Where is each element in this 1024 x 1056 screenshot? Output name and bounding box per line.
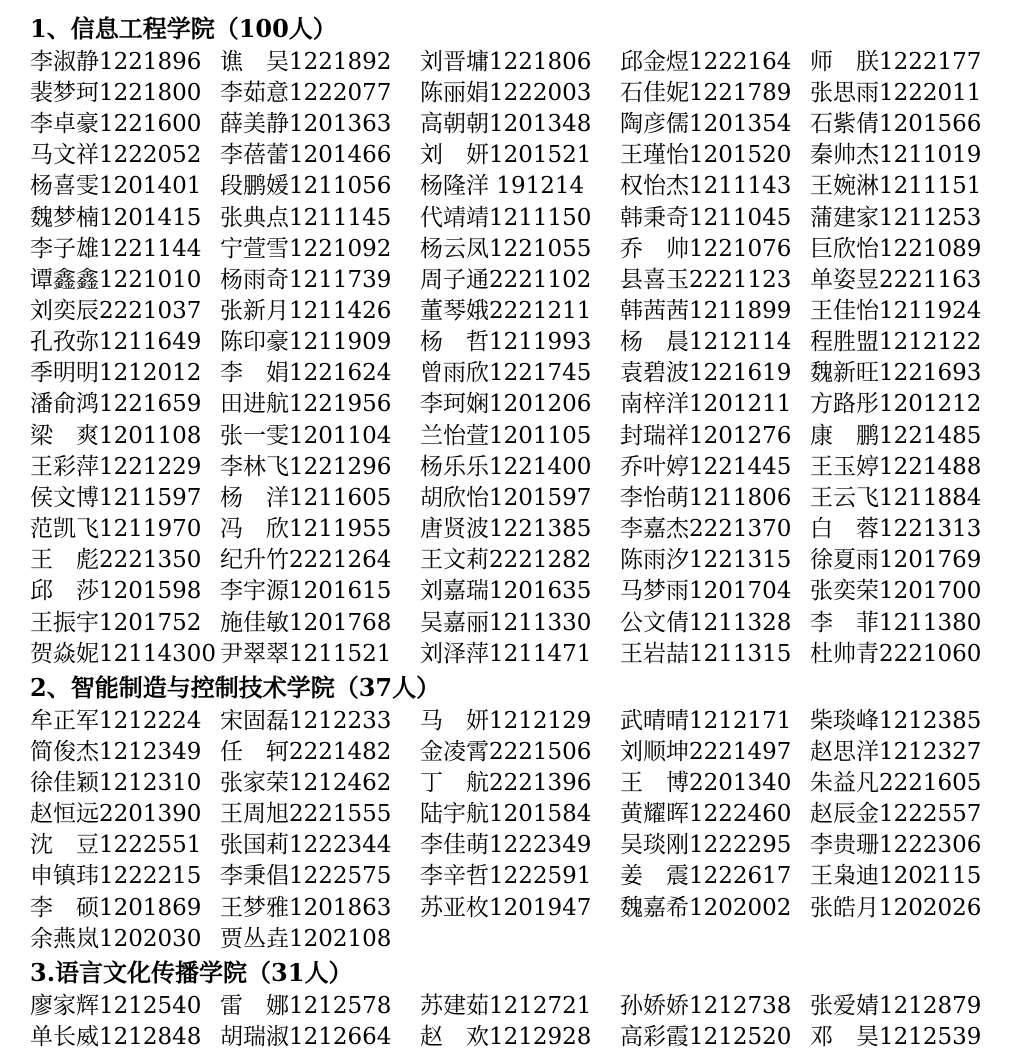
list-item: 吴琰刚1222295	[620, 832, 792, 859]
list-item: 陈雨汐1221315	[620, 547, 792, 574]
list-item: 丁 航2221396	[420, 769, 592, 796]
list-item: 薛美静1201363	[220, 111, 392, 138]
list-item: 尹翠翠1211521	[220, 640, 392, 667]
list-item: 杨乐乐1221400	[420, 453, 592, 480]
list-item: 邱金煜1222164	[620, 48, 792, 75]
list-item: 任 轲2221482	[220, 738, 392, 765]
list-item: 魏新旺1221693	[810, 360, 982, 387]
list-item: 王振宇1201752	[30, 609, 202, 636]
list-item: 李子雄1221144	[30, 235, 202, 262]
list-item: 公文倩1211328	[620, 609, 792, 636]
list-item: 杨 洋1211605	[220, 484, 392, 511]
list-item: 宋固磊1212233	[220, 707, 392, 734]
list-item: 邓 昊1212539	[810, 1023, 982, 1050]
list-item: 季明明1212012	[30, 360, 202, 387]
name-grid	[30, 991, 1006, 1053]
list-item: 范凯飞1211970	[30, 516, 202, 543]
list-item: 杨隆洋 191214	[420, 173, 585, 200]
list-item: 谭鑫鑫1221010	[30, 266, 202, 293]
sections-container	[30, 14, 1006, 1056]
name-grid	[30, 47, 1006, 670]
list-item: 李淑静1221896	[30, 48, 202, 75]
list-item: 贾丛垚1202108	[220, 925, 392, 952]
list-item: 张典点1211145	[220, 204, 392, 231]
list-item: 高朝朝1201348	[420, 111, 592, 138]
list-item: 陶彦儒1201354	[620, 111, 792, 138]
list-item: 王瑾怡1201520	[620, 142, 792, 169]
list-item: 裴梦珂1221800	[30, 79, 202, 106]
list-item: 周子通2221102	[420, 266, 592, 293]
list-item: 马 妍1212129	[420, 707, 592, 734]
list-item: 朱益凡2221605	[810, 769, 982, 796]
list-item: 姜 震1222617	[620, 863, 792, 890]
list-item: 唐贤波1221385	[420, 516, 592, 543]
list-item: 刘嘉瑞1201635	[420, 578, 592, 605]
list-item: 李怡萌1211806	[620, 484, 792, 511]
list-item: 王云飞1211884	[810, 484, 982, 511]
list-item: 李宇源1201615	[220, 578, 392, 605]
list-item: 赵 欢1212928	[420, 1023, 592, 1050]
list-item: 蒲建家1211253	[810, 204, 982, 231]
list-item: 方路彤1201212	[810, 391, 982, 418]
list-item: 张思雨1222011	[810, 79, 982, 106]
list-item: 徐佳颖1212310	[30, 769, 202, 796]
list-item: 王婉淋1211151	[810, 173, 982, 200]
list-item: 雷 娜1212578	[220, 992, 392, 1019]
list-item: 施佳敏1201768	[220, 609, 392, 636]
list-item: 李佳萌1222349	[420, 832, 592, 859]
list-item: 杨云凤1221055	[420, 235, 592, 262]
list-item: 代靖靖1211150	[420, 204, 592, 231]
list-item: 胡欣怡1201597	[420, 484, 592, 511]
list-item: 白 蓉1221313	[810, 516, 982, 543]
list-item: 乔 帅1221076	[620, 235, 792, 262]
list-item: 徐夏雨1201769	[810, 547, 982, 574]
list-item: 余燕岚1202030	[30, 925, 202, 952]
list-item: 张新月1211426	[220, 297, 392, 324]
list-item: 张国莉1222344	[220, 832, 392, 859]
list-item: 杨喜雯1201401	[30, 173, 202, 200]
list-item: 李辛哲1222591	[420, 863, 592, 890]
list-item: 张皓月1202026	[810, 894, 982, 921]
list-item: 田进航1221956	[220, 391, 392, 418]
section-heading: 1、信息工程学院（100人）	[30, 14, 337, 43]
list-item: 高彩霞1212520	[620, 1023, 792, 1050]
list-item: 苏亚枚1201947	[420, 894, 592, 921]
list-item: 刘 妍1201521	[420, 142, 592, 169]
list-item: 李茹意1222077	[220, 79, 392, 106]
list-item: 程胜盟1212122	[810, 329, 982, 356]
list-item: 李蓓蕾1201466	[220, 142, 392, 169]
list-item: 王玉婷1221488	[810, 453, 982, 480]
list-item: 申镇玮1222215	[30, 863, 202, 890]
list-item: 李林飞1221296	[220, 453, 392, 480]
list-item: 黄耀晖1222460	[620, 801, 792, 828]
list-item: 杜帅青2221060	[810, 640, 982, 667]
list-item: 刘顺坤2221497	[620, 738, 792, 765]
name-grid	[30, 706, 1006, 955]
list-item: 陈印豪1211909	[220, 329, 392, 356]
list-item: 贺焱妮12114300	[30, 640, 217, 667]
list-item: 胡瑞淑1212664	[220, 1023, 392, 1050]
list-item: 潘俞鸿1221659	[30, 391, 202, 418]
list-item: 金凌霄2221506	[420, 738, 592, 765]
list-item: 李秉倡1222575	[220, 863, 392, 890]
list-item: 武晴晴1212171	[620, 707, 792, 734]
list-item: 王 彪2221350	[30, 547, 202, 574]
list-item: 巨欣怡1221089	[810, 235, 982, 262]
list-item: 张奕荣1201700	[810, 578, 982, 605]
list-item: 杨雨奇1211739	[220, 266, 392, 293]
list-item: 邱 莎1201598	[30, 578, 202, 605]
list-item: 张家荣1212462	[220, 769, 392, 796]
list-item: 王佳怡1211924	[810, 297, 982, 324]
list-item: 赵思洋1212327	[810, 738, 982, 765]
list-item: 孔孜弥1211649	[30, 329, 202, 356]
list-item: 石紫倩1201566	[810, 111, 982, 138]
list-item: 张爱婧1212879	[810, 992, 982, 1019]
list-item: 康 鹏1221485	[810, 422, 982, 449]
list-item: 牟正军1212224	[30, 707, 202, 734]
list-item: 王周旭2221555	[220, 801, 392, 828]
list-item: 袁碧波1221619	[620, 360, 792, 387]
list-item: 纪升竹2221264	[220, 547, 392, 574]
list-item: 刘晋墉1221806	[420, 48, 592, 75]
list-item: 赵恒远2201390	[30, 801, 202, 828]
list-item: 吴嘉丽1211330	[420, 609, 592, 636]
list-item: 杨 晨1212114	[620, 329, 792, 356]
list-item: 韩茜茜1211899	[620, 297, 792, 324]
list-item: 张一雯1201104	[220, 422, 392, 449]
list-item: 马梦雨1201704	[620, 578, 792, 605]
list-item: 李贵珊1222306	[810, 832, 982, 859]
list-item: 苏建茹1212721	[420, 992, 592, 1019]
list-item: 曾雨欣1221745	[420, 360, 592, 387]
list-item: 县喜玉2221123	[620, 266, 792, 293]
list-item: 魏嘉希1202002	[620, 894, 792, 921]
list-item: 冯 欣1211955	[220, 516, 392, 543]
list-item: 王枭迪1202115	[810, 863, 982, 890]
list-item: 韩秉奇1211045	[620, 204, 792, 231]
list-item: 王彩萍1221229	[30, 453, 202, 480]
list-item: 赵辰金1222557	[810, 801, 982, 828]
list-item: 单长威1212848	[30, 1023, 202, 1050]
list-item: 李珂娴1201206	[420, 391, 592, 418]
list-item: 马文祥1222052	[30, 142, 202, 169]
list-item: 王岩喆1211315	[620, 640, 792, 667]
section-heading: 3.语言文化传播学院（31人）	[30, 957, 353, 987]
list-item: 王梦雅1201863	[220, 894, 392, 921]
list-item: 乔叶婷1221445	[620, 453, 792, 480]
list-item: 梁 爽1201108	[30, 422, 202, 449]
list-item: 杨 哲1211993	[420, 329, 592, 356]
list-item: 王文莉2221282	[420, 547, 592, 574]
list-item: 李卓豪1221600	[30, 111, 202, 138]
list-item: 柴琰峰1212385	[810, 707, 982, 734]
list-item: 刘奕辰2221037	[30, 297, 202, 324]
list-item: 廖家辉1212540	[30, 992, 202, 1019]
list-item: 侯文博1211597	[30, 484, 202, 511]
list-item: 段鹏媛1211056	[220, 173, 392, 200]
list-item: 王 博2201340	[620, 769, 792, 796]
list-item: 权怡杰1211143	[620, 173, 792, 200]
list-item: 魏梦楠1201415	[30, 204, 202, 231]
list-item: 单姿昱2221163	[810, 266, 982, 293]
list-item: 李 菲1211380	[810, 609, 982, 636]
list-item: 秦帅杰1211019	[810, 142, 982, 169]
list-item: 兰怡萱1201105	[420, 422, 592, 449]
list-item: 陈丽娟1222003	[420, 79, 592, 106]
list-item: 石佳妮1221789	[620, 79, 792, 106]
list-item: 简俊杰1212349	[30, 738, 202, 765]
list-item: 沈 豆1222551	[30, 832, 202, 859]
list-item: 师 朕1222177	[810, 48, 982, 75]
list-item: 李 硕1201869	[30, 894, 202, 921]
list-item: 刘泽萍1211471	[420, 640, 592, 667]
list-item: 董琴娥2221211	[420, 297, 592, 324]
list-item: 李 娟1221624	[220, 360, 392, 387]
list-item: 陆宇航1201584	[420, 801, 592, 828]
list-item: 李嘉杰2221370	[620, 516, 792, 543]
list-item: 封瑞祥1201276	[620, 422, 792, 449]
section-heading: 2、智能制造与控制技术学院（37人）	[30, 672, 441, 702]
list-item: 孙娇娇1212738	[620, 992, 792, 1019]
list-item: 谯 吴1221892	[220, 48, 392, 75]
list-item: 南梓洋1201211	[620, 391, 792, 418]
list-item: 宁萱雪1221092	[220, 235, 392, 262]
